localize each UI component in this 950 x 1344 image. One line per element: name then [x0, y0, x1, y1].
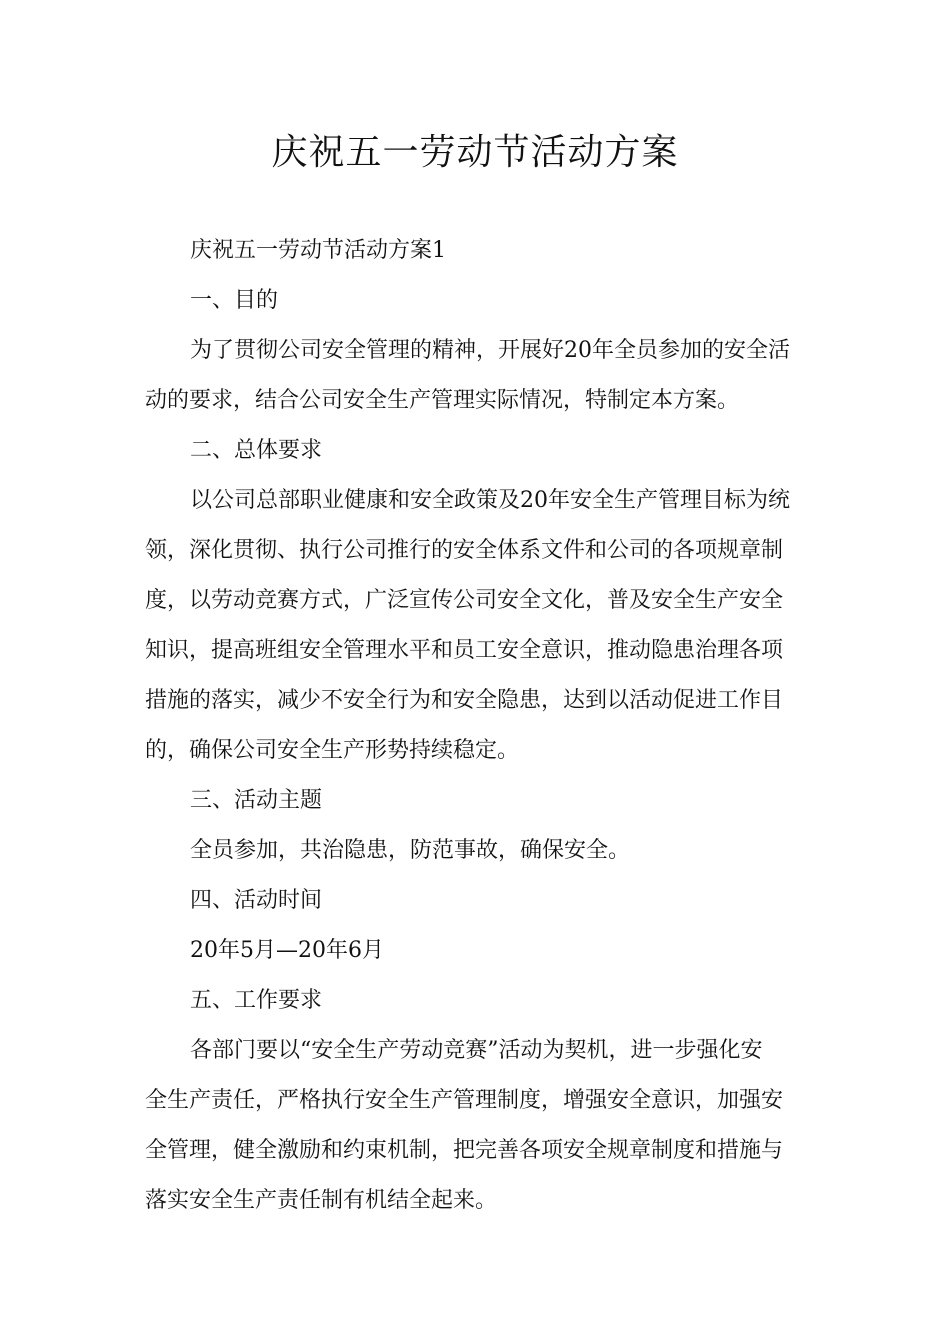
text-line: 措施的落实，减少不安全行为和安全隐患，达到以活动促进工作目	[145, 688, 784, 713]
document-body	[145, 226, 807, 1226]
text-line: 动的要求，结合公司安全生产管理实际情况，特制定本方案。	[145, 388, 740, 413]
text-line: 度，以劳动竞赛方式，广泛宣传公司安全文化，普及安全生产安全	[145, 588, 784, 613]
text-line: 落实安全生产责任制有机结全起来。	[145, 1188, 498, 1213]
text-line: 四、活动时间	[190, 888, 323, 913]
text-line: 五、工作要求	[190, 988, 323, 1013]
text-line: 的，确保公司安全生产形势持续稳定。	[145, 738, 520, 763]
text-line: 二、总体要求	[190, 438, 323, 463]
text-line: 全管理，健全激励和约束机制，把完善各项安全规章制度和措施与	[145, 1138, 784, 1163]
text-line: 为了贯彻公司安全管理的精神，开展好20年全员参加的安全活	[190, 338, 790, 363]
text-line: 全生产责任，严格执行安全生产管理制度，增强安全意识，加强安	[145, 1088, 784, 1113]
text-line: 三、活动主题	[190, 788, 323, 813]
text-line: 一、目的	[190, 288, 279, 313]
text-line: 领，深化贯彻、执行公司推行的安全体系文件和公司的各项规章制	[145, 538, 784, 563]
text-line: 知识，提高班组安全管理水平和员工安全意识，推动隐患治理各项	[145, 638, 784, 663]
text-line: 各部门要以“安全生产劳动竞赛”活动为契机，进一步强化安	[190, 1038, 763, 1063]
document-title: 庆祝五一劳动节活动方案	[271, 132, 679, 173]
text-line: 以公司总部职业健康和安全政策及20年安全生产管理目标为统	[190, 488, 790, 513]
text-line: 庆祝五一劳动节活动方案1	[190, 238, 446, 263]
text-line: 20年5月—20年6月	[190, 938, 384, 963]
text-line: 全员参加，共治隐患，防范事故，确保安全。	[190, 838, 631, 863]
